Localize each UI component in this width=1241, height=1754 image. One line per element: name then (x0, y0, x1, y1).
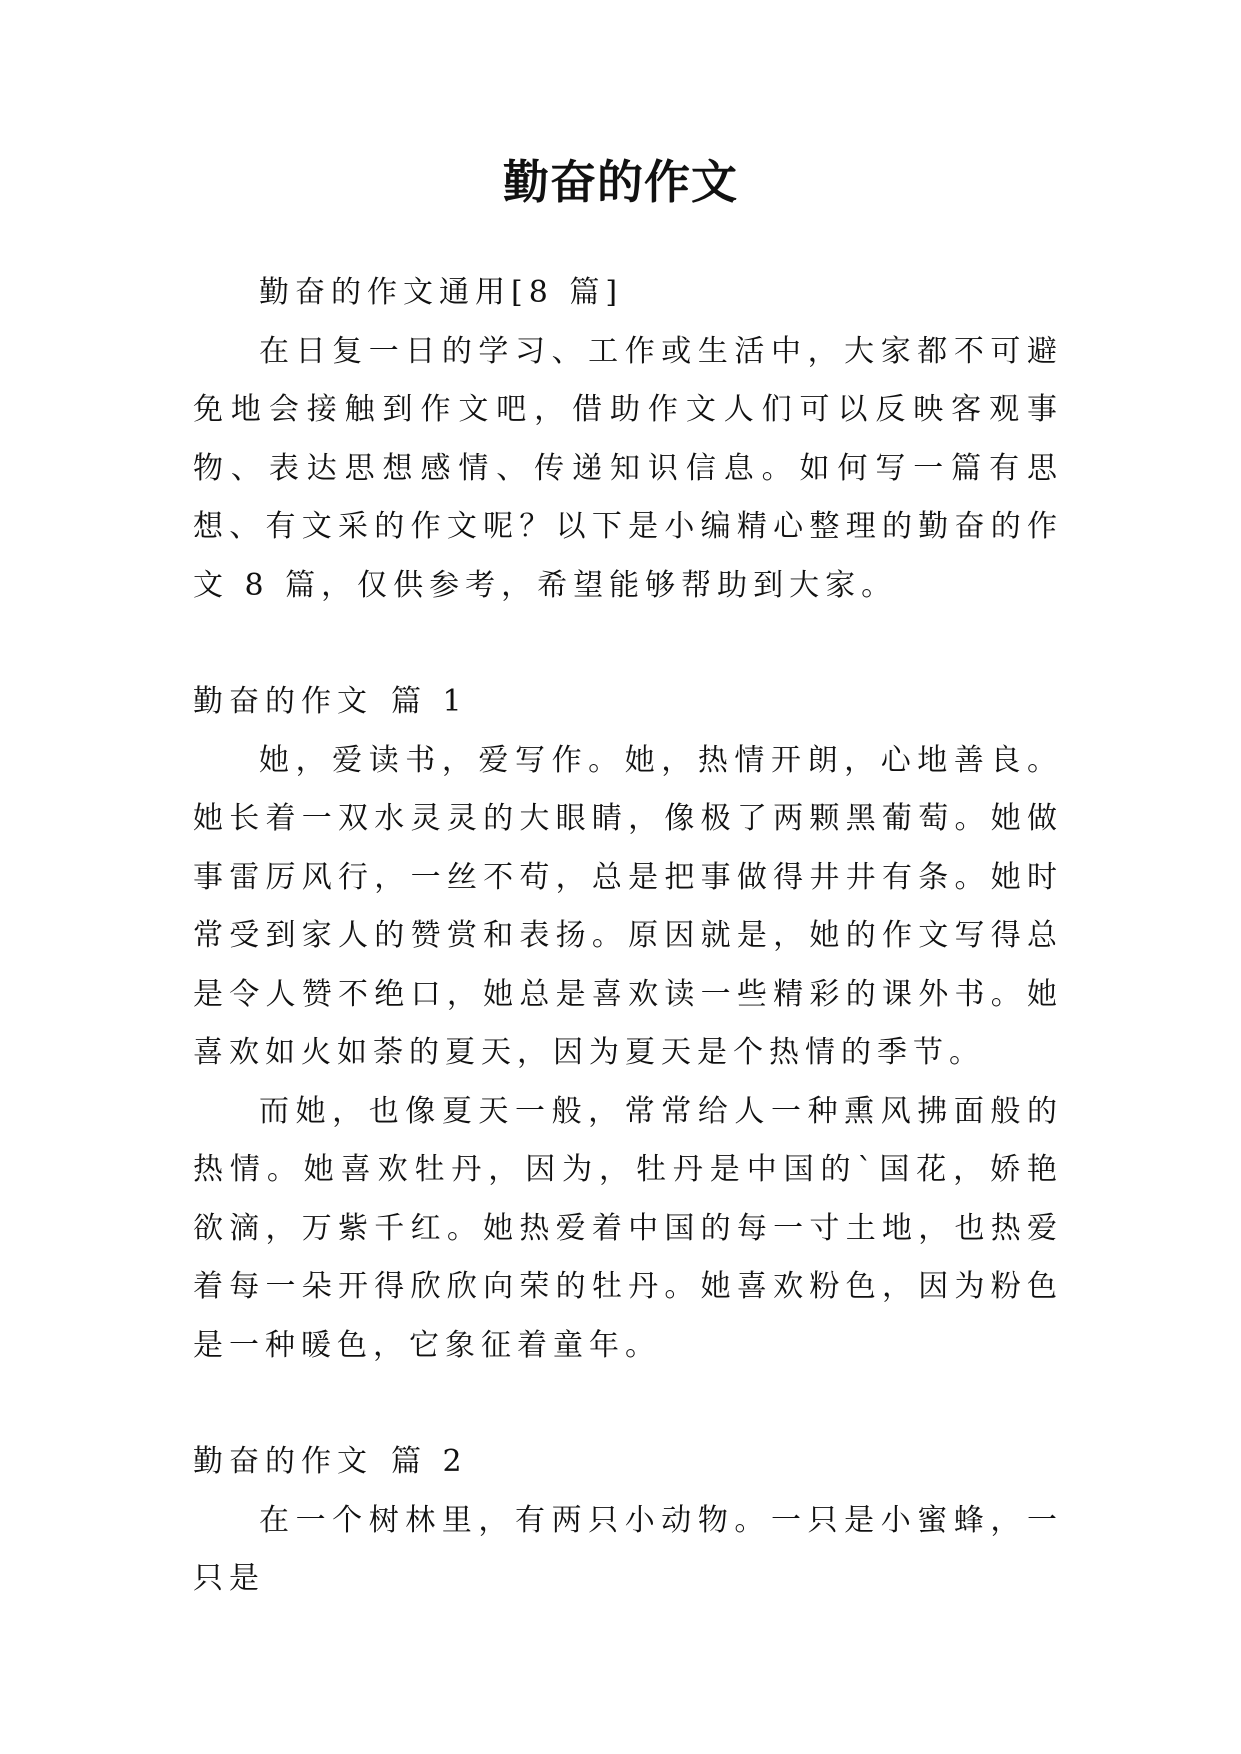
section-heading-1 (193, 673, 1063, 732)
section-number: 篇 1 (391, 684, 468, 719)
section-1-paragraph-1: 她，爱读书，爱写作。她，热情开朗，心地善良。她长着一双水灵灵的大眼睛，像极了两颗黑葡萄。她做事雷厉风行，一丝不苟，总是把事做得井井有条。她时常受到家人的赞赏和表扬。原因就是，她的作文写得总是令人赞不绝口，她总是喜欢读一些精彩的课外书。她喜欢如火如荼的夏天，因为夏天是个热情的季节。 (193, 742, 1063, 1070)
section-2-paragraph-1: 在一个树林里，有两只小动物。一只是小蜜蜂，一只是 (193, 1502, 1063, 1596)
section-heading-2 (193, 1433, 1063, 1492)
section-1-paragraph-2: 而她，也像夏天一般，常常给人一种熏风拂面般的热情。她喜欢牡丹，因为，牡丹是中国的`国花，娇艳欲滴，万紫千红。她热爱着中国的每一寸土地，也热爱着每一朵开得欣欣向荣的牡丹。她喜欢粉色，因为粉色是一种暖色，它象征着童年。 (193, 1093, 1063, 1363)
section-heading-text: 勤奋的作文 (193, 684, 373, 719)
document-title: 勤奋的作文 (503, 155, 738, 209)
section-number: 篇 2 (391, 1444, 468, 1479)
intro-paragraph: 在日复一日的学习、工作或生活中，大家都不可避免地会接触到作文吧，借助作文人们可以反映客观事物、表达思想感情、传递知识信息。如何写一篇有思想、有文采的作文呢？以下是小编精心整理的勤奋的作文 8 篇，仅供参考，希望能够帮助到大家。 (193, 333, 1063, 603)
document-body (193, 264, 1063, 1609)
document-subtitle: 勤奋的作文通用[8 篇] (259, 275, 624, 310)
section-heading-text: 勤奋的作文 (193, 1444, 373, 1479)
